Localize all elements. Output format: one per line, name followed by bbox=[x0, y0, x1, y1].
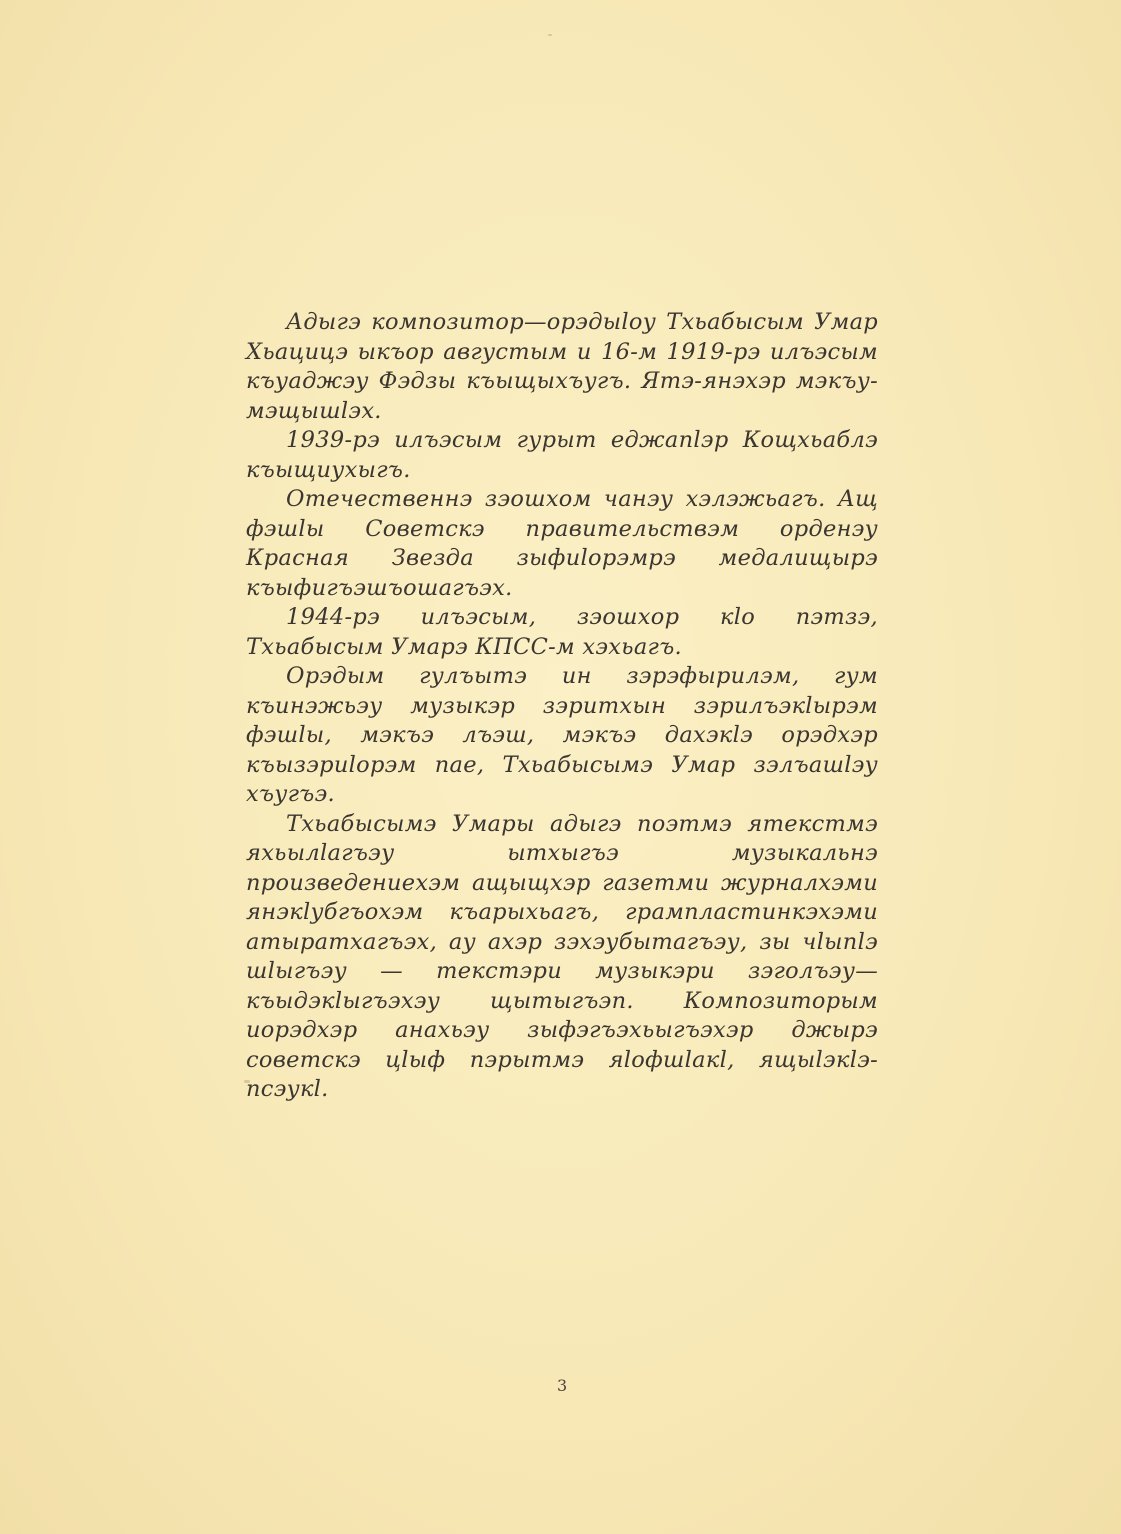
paragraph: Отечественнэ зэошхом чанэу хэлэжьагъ. Ащ фэшlы Советскэ правительствэм орденэу Красная Звезда зыфиlорэмрэ медалищырэ къыфигъэшъошагъэх. bbox=[246, 486, 878, 601]
paper-speck bbox=[548, 34, 552, 36]
paragraph: Тхьабысымэ Умары адыгэ поэтмэ ятекстмэ яхьылlагъэу ытхыгъэ музыкальнэ произведениехэм ащыщхэр газетми журналхэми янэкlубгъохэм къарыхьагъ, грампластинкэхэми атыратхагъэх, ау ахэр зэхэубытагъэу, зы чlыпlэ шlыгъэу — текстэри музыкэри зэголъэу—къыдэкlыгъэхэу щытыгъэп. Композиторым иорэдхэр анахьэу зыфэгъэхьыгъэхэр джырэ советскэ цlыф пэрытмэ яlофшlакl, ящыlэкlэ-псэукl. bbox=[246, 810, 878, 1102]
page-number: 3 bbox=[557, 1376, 568, 1395]
paragraph: 1939-рэ илъэсым гурыт еджапlэр Кощхьаблэ къыщиухыгъ. bbox=[246, 427, 878, 483]
paragraph: Адыгэ композитор—орэдыlоу Тхьабысым Умар Хьацицэ ыкъор августым и 16-м 1919-рэ илъэсым къуаджэу Фэдзы къыщыхъугъ. Ятэ-янэхэр мэкъу-мэщышlэх. bbox=[246, 309, 878, 424]
paragraph: Орэдым гулъытэ ин зэрэфырилэм, гум къинэжьэу музыкэр зэритхын зэрилъэкlырэм фэшlы, мэкъэ лъэш, мэкъэ дахэкlэ орэдхэр къызэриlорэм пае, Тхьабысымэ Умар зэлъашlэу хъугъэ. bbox=[246, 663, 878, 807]
body-text bbox=[246, 308, 878, 1105]
paragraph: 1944-рэ илъэсым, зэошхор кlо пэтзэ, Тхьабысым Умарэ КПСС-м хэхьагъ. bbox=[246, 604, 878, 660]
